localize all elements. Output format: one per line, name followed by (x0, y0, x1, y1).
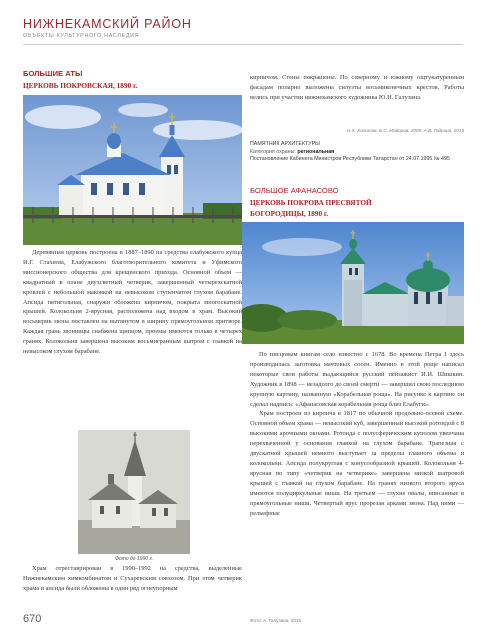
right-church-heading-2: БОГОРОДИЦЫ, 1890 г. (250, 209, 329, 218)
monument-decree: Постановление Кабинета Министров Республики Татарстан от 24.07.1995 № 495 (250, 156, 450, 163)
right-village-heading: БОЛЬШОЕ АФАНАСОВО (250, 186, 339, 195)
left-paragraph: Деревянная церковь построена в 1887–1890 на средства елабужского купца И.Г. Стахеева, Елабужского благотворительного комитета и Уфимского миссионерского общества для крещенского прихода. Основной объем — квадратный в плане двухсветный четверик, завершенный четырехскатной кровлей с небольшой маковкой на невысоком ступенчатом глухом барабане. Апсида пятигольная, снаружи обложена кирпичом, покрыта многоскатной крышей. Колокольня 2-ярусная, расположена над входом в храм. Высокий восьмерик звона поставлен на вытянутом в ширину прямоугольном притворе. Каждая грань звонницы снабжена щипцом, проемы имеются только в четырех гранях. Колокольня завершена высоким восьмигранным шатром с главкой на невысоком глухом барабане. (23, 249, 242, 356)
section-subheader: ОБЪЕКТЫ КУЛЬТУРНОГО НАСЛЕДИЯ (23, 33, 140, 39)
church-photo-color (23, 95, 242, 245)
left-article-body (23, 248, 242, 357)
left-paragraph: Храм отреставрирован в 1990–1992 на средства, выделенные Нижнекамским химкомбинатом и Сухаревским совхозом. При этом четверик храма и апсида были обложены в один ряд огнеупорным (23, 565, 242, 592)
left-article-body-end (23, 564, 242, 594)
header-divider (23, 44, 463, 45)
monument-category (250, 149, 464, 157)
monument-title: ПАМЯТНИК АРХИТЕКТУРЫ (250, 141, 320, 147)
right-continuation (250, 73, 464, 103)
left-church-heading: ЦЕРКОВЬ ПОКРОВСКАЯ, 1890 г. (23, 81, 138, 90)
right-paragraph: По писцовым книгам село известно с 1678. Во времена Петра I здесь производилась заготовка мачтовых сосен. Именно в этой роще написал некоторые свои работы выдающийся русский пейзажист И.И. Шишкин. Художник в 1898 — незадолго до своей смерти — завершил свою последнюю крупную картину, названную «Корабельная роща». На рисунке к картине он сделал надпись: «Афанасовская корабельная роща близ Елабуги». (250, 351, 464, 408)
right-paragraph-continued: кирпичом. Стены покрашены. По северному и южному ощтукатуренным фасадам попарно выложены силуэты восьмиконечных крестов. Работы велись при участии нижнекамского художника Ю.Н. Галузина. (250, 74, 464, 101)
historic-photo-caption: Фото до 1990 г. (115, 556, 154, 562)
church-photo-afanasovo (242, 222, 464, 344)
right-church-heading-1: ЦЕРКОВЬ ПОКРОВА ПРЕСВЯТОЙ (250, 198, 372, 207)
right-paragraph: Храм построен из кирпича в 1817 по обычной продольно-осевой схеме. Основной объем храма — невысокий куб, завершенный высокой ротондой с 8 высокими арочными окнами. Ротонда с полусферическим куполом увенчана перехваченной у основания главкой на глухом барабане. Трапезная с двускатной крышей немного выступает за пределы главного объема и колокольни. Апсида полукруглая с конусообразной крышей. Колокольня 4-ярусная по типу «четверик на четверике» завершена низкой шатровой крышей с главкой на глухом барабане. На гранях низкого второго яруса имеются полуциркульные ниши. На третьем — глухие овалы, вписанные в прямоугольные ниши. Четвертый ярус прорезан арками звона. Над ними — рельефные (250, 410, 464, 517)
author-credit: Н.Х. Халитов, Б.С. Майоров, 2005; А.В. Гадрина, 2015 (346, 128, 464, 133)
left-village-heading: БОЛЬШИЕ АТЫ (23, 69, 83, 78)
right-article-body (250, 350, 464, 518)
monument-info (250, 141, 464, 164)
photo-credit: Фото: А. Галузина, 2015 (250, 618, 302, 623)
page-number: 670 (23, 613, 42, 625)
church-photo-historic (78, 430, 190, 554)
monument-category-value: региональная (297, 148, 335, 155)
region-title: НИЖНЕКАМСКИЙ РАЙОН (23, 17, 192, 31)
monument-category-label: Категория охраны: (250, 148, 296, 155)
